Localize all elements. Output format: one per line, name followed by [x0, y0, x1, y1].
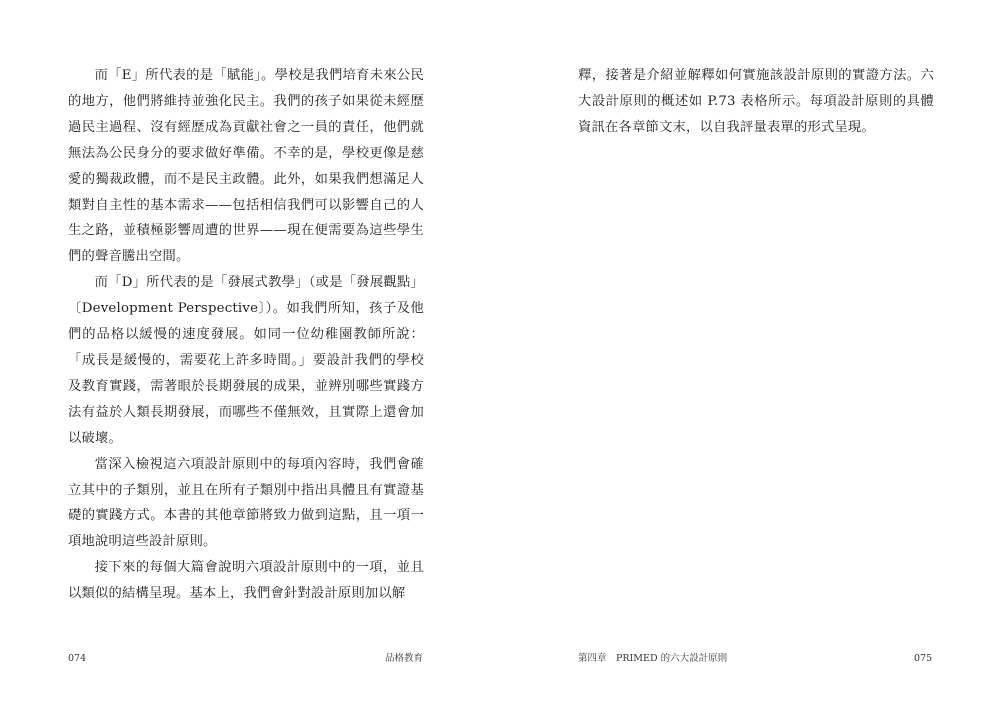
paragraph-empowerment: 而「E」所代表的是「賦能」。學校是我們培育未來公民的地方，他們將維持並強化民主。我們的孩子如果從未經歷過民主過程、沒有經歷成為貢獻社會之一員的責任，他們就無法為公民身分的要求做好準備。不幸的是，學校更像是慈愛的獨裁政體，而不是民主政體。此外，如果我們想滿足人類對自主性的基本需求——包括相信我們可以影響自己的人生之路，並積極影響周遭的世界——現在便需要為這些學生們的聲音騰出空間。	[68, 68, 424, 265]
paragraph-subcategories: 當深入檢視這六項設計原則中的每項內容時，我們會確立其中的子類別，並且在所有子類別中指出具體且有實證基礎的實踐方式。本書的其他章節將致力做到這點，且一項一項地說明這些設計原則。	[68, 456, 424, 550]
left-page-body	[68, 63, 424, 607]
right-page	[500, 0, 1000, 708]
paragraph-developmental-pedagogy: 而「D」所代表的是「發展式教學」（或是「發展觀點」〔Development Perspective〕）。如我們所知，孩子及他們的品格以緩慢的速度發展。如同一位幼稚園教師所說：「成長是緩慢的，需要花上許多時間。」要設計我們的學校及教育實踐，需著眼於長期發展的成果，並辨別哪些實踐方法有益於人類長期發展，而哪些不僅無效，且實際上還會加以破壞。	[68, 275, 424, 446]
left-running-title: 品格教育	[385, 653, 424, 664]
left-page-number: 074	[68, 653, 87, 664]
right-page-number: 075	[914, 653, 933, 664]
right-page-body	[578, 63, 934, 141]
paragraph-continuation: 釋，接著是介紹並解釋如何實施該設計原則的實證方法。六大設計原則的概述如 P.73 表格所示。每項設計原則的具體資訊在各章節文末，以自我評量表單的形式呈現。	[578, 68, 934, 135]
paragraph-structure: 接下來的每個大篇會說明六項設計原則中的一項，並且以類似的結構呈現。基本上，我們會針對設計原則加以解	[68, 560, 424, 602]
right-running-title: 第四章 PRIMED 的六大設計原則	[578, 653, 728, 664]
